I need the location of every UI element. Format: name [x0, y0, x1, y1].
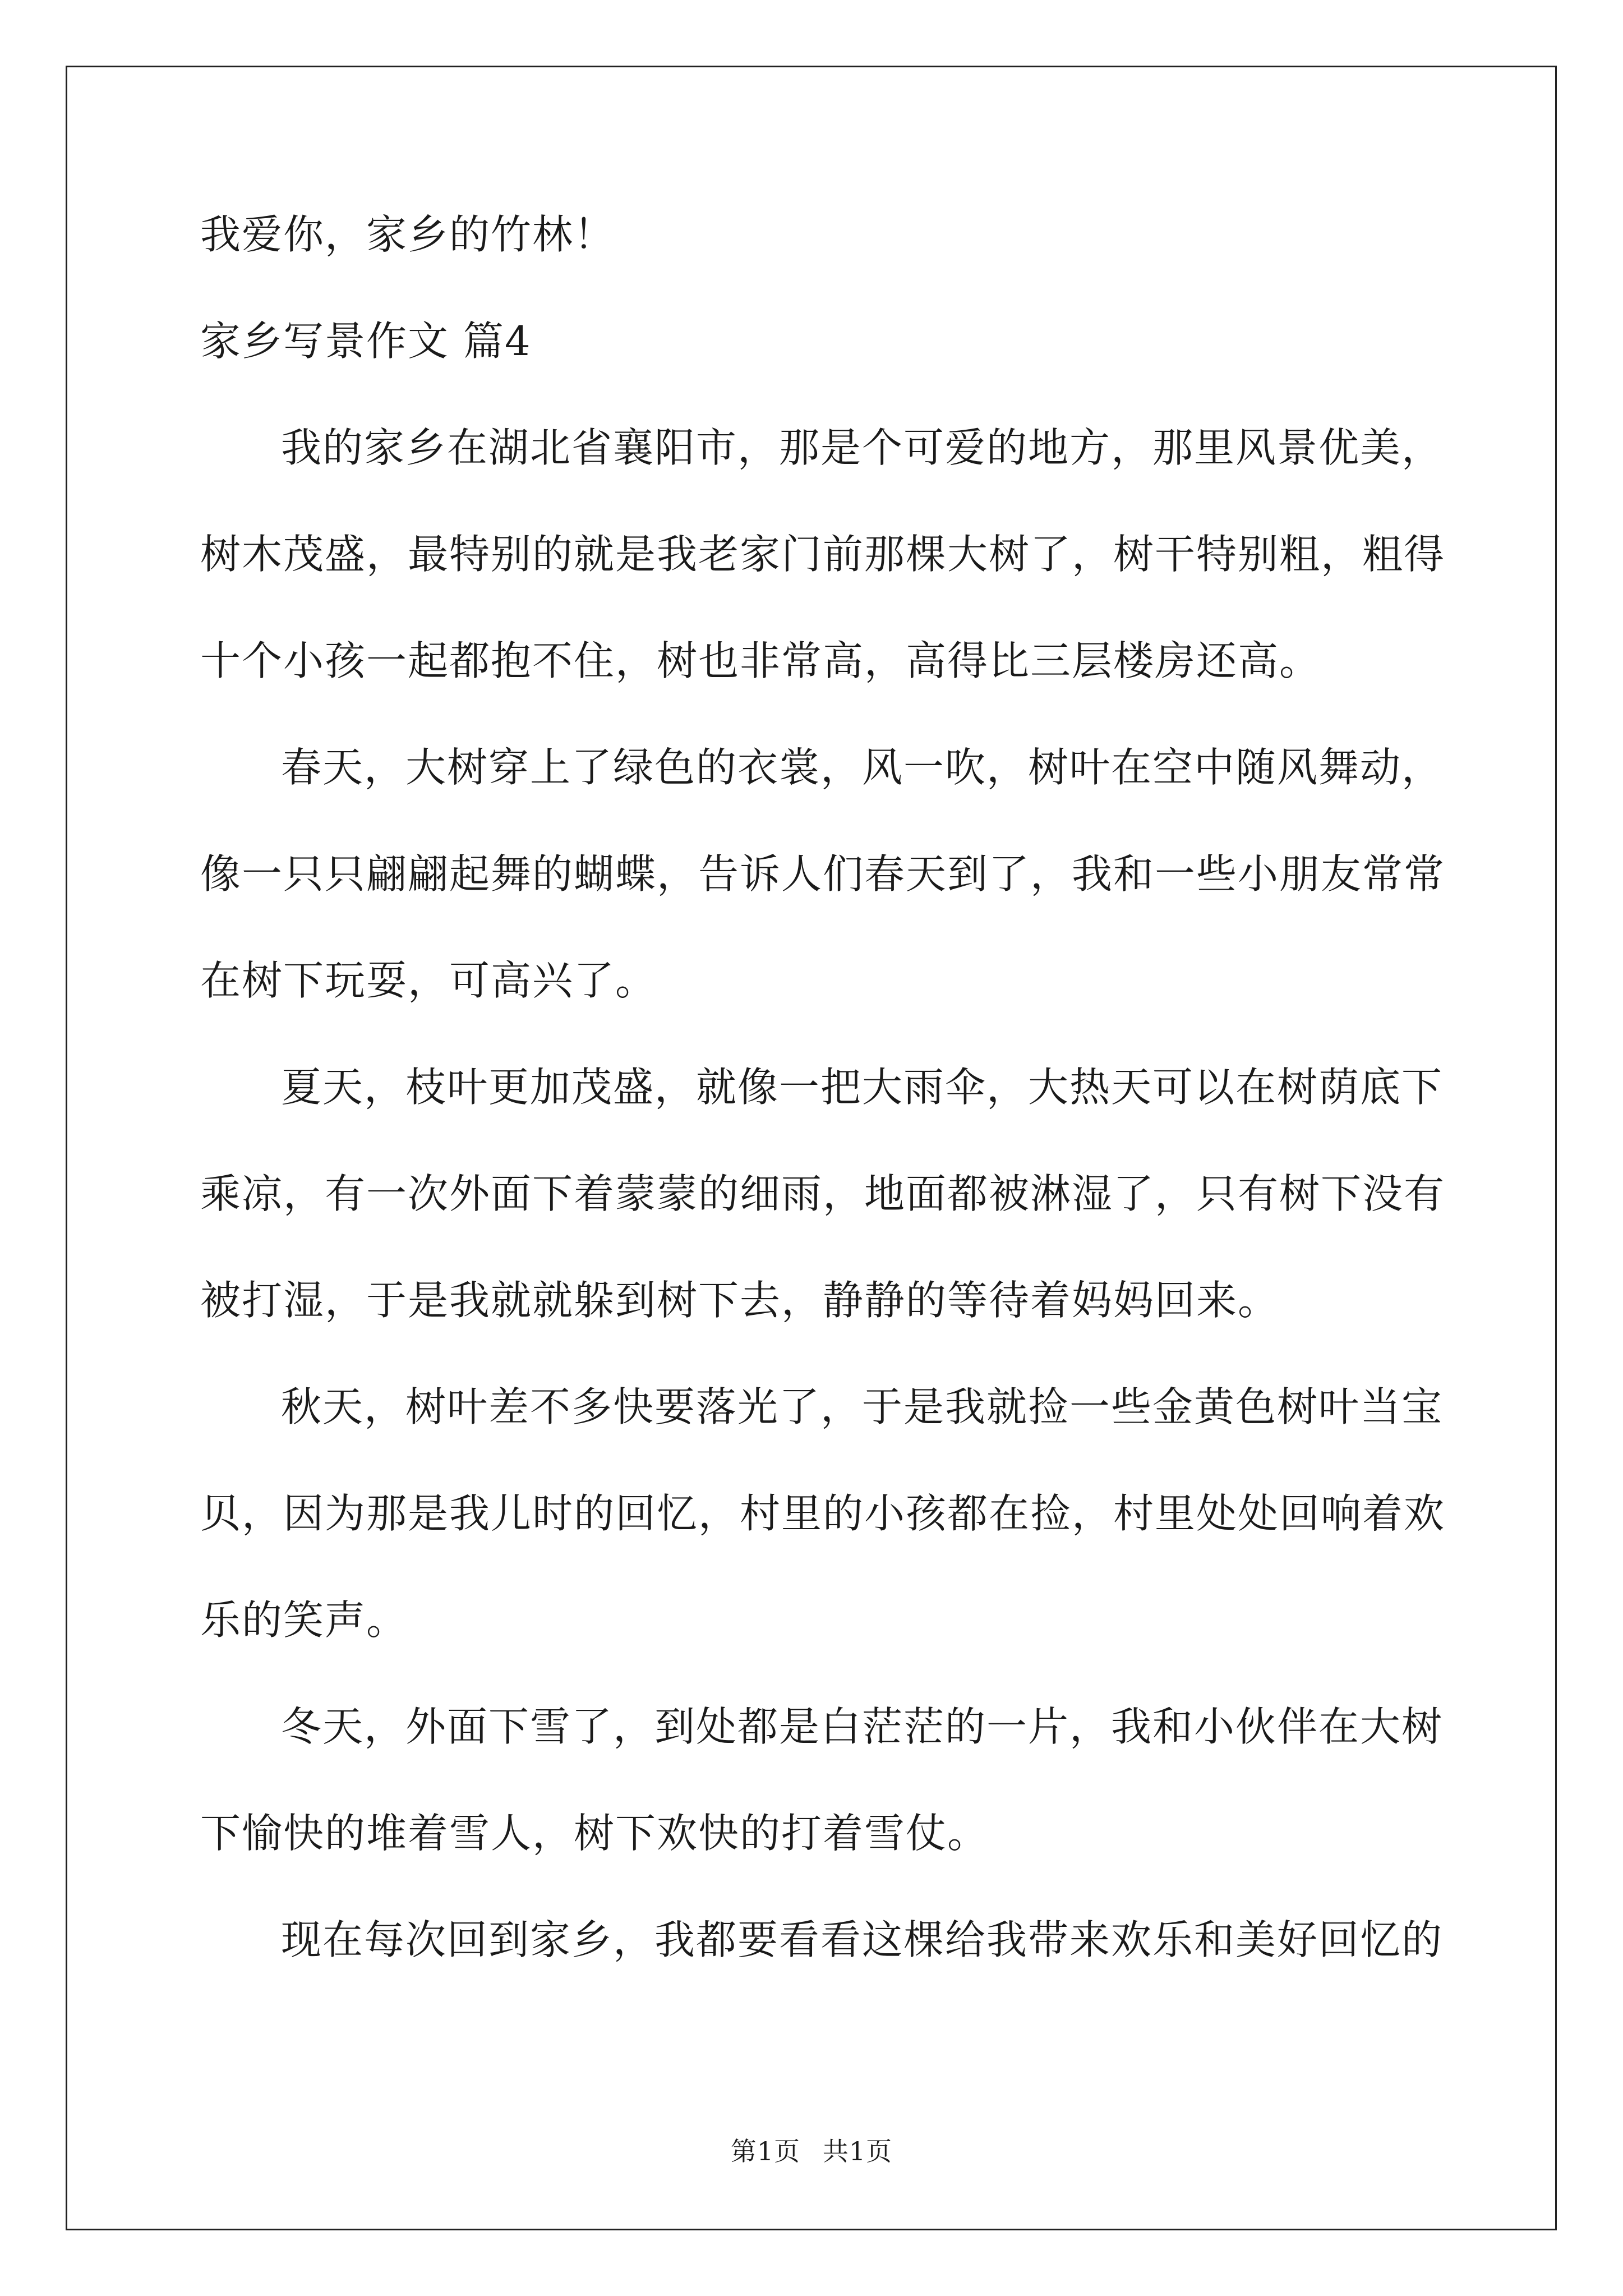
- document-body: [200, 208, 1446, 2019]
- page-current: 第1页: [730, 2136, 801, 2166]
- page-footer: [0, 2134, 1623, 2168]
- paragraph-spring: [200, 740, 1446, 1007]
- paragraph-line: 秋天，树叶差不多快要落光了，于是我就捡一些金黄色树叶当宝: [281, 1383, 1444, 1430]
- paragraph-autumn: [200, 1380, 1446, 1647]
- paragraph-line: 十个小孩一起都抱不住，树也非常高，高得比三层楼房还高。: [200, 637, 1321, 684]
- paragraph-line: 现在每次回到家乡，我都要看看这棵给我带来欢乐和美好回忆的: [281, 1916, 1444, 1963]
- paragraph-line: 树木茂盛，最特别的就是我老家门前那棵大树了，树干特别粗，粗得: [200, 531, 1446, 578]
- paragraph-line: 在树下玩耍，可高兴了。: [200, 957, 657, 1004]
- paragraph-line: 夏天，枝叶更加茂盛，就像一把大雨伞，大热天可以在树荫底下: [281, 1064, 1444, 1111]
- section-heading: 家乡写景作文 篇4: [200, 318, 532, 365]
- paragraph-line: 冬天，外面下雪了，到处都是白茫茫的一片，我和小伙伴在大树: [281, 1703, 1444, 1750]
- paragraph-line: 像一只只翩翩起舞的蝴蝶，告诉人们春天到了，我和一些小朋友常常: [200, 850, 1446, 898]
- paragraph-line: 春天，大树穿上了绿色的衣裳，风一吹，树叶在空中随风舞动，: [281, 744, 1444, 791]
- paragraph-line: 贝，因为那是我儿时的回忆，村里的小孩都在捡，村里处处回响着欢: [200, 1490, 1446, 1537]
- paragraph-now: [200, 1913, 1444, 1967]
- paragraph-line: 乐的笑声。: [200, 1596, 408, 1644]
- page-total: 共1页: [822, 2136, 893, 2166]
- closing-line: 我爱你，家乡的竹林！: [200, 211, 616, 258]
- paragraph-line: 下愉快的堆着雪人，树下欢快的打着雪仗。: [200, 1810, 989, 1857]
- paragraph-intro: [200, 421, 1446, 688]
- paragraph-line: 乘凉，有一次外面下着蒙蒙的细雨，地面都被淋湿了，只有树下没有: [200, 1170, 1446, 1217]
- paragraph-line: 被打湿，于是我就就躲到树下去，静静的等待着妈妈回来。: [200, 1277, 1280, 1324]
- paragraph-winter: [200, 1700, 1444, 1860]
- paragraph-line: 我的家乡在湖北省襄阳市，那是个可爱的地方，那里风景优美，: [281, 424, 1444, 471]
- paragraph-summer: [200, 1060, 1446, 1327]
